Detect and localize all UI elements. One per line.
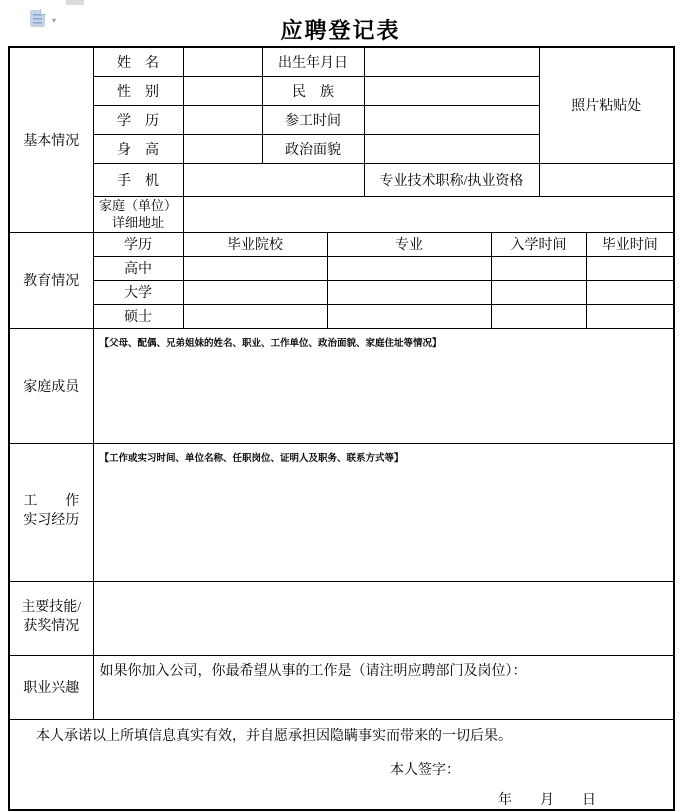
field-name[interactable] — [183, 47, 262, 76]
edu-master-school[interactable] — [183, 304, 327, 328]
declaration-cell — [9, 719, 674, 810]
date-label: 年 月 日 — [498, 792, 596, 808]
photo-paste-area[interactable]: 照片粘贴处 — [539, 47, 674, 163]
field-gender[interactable] — [183, 76, 262, 105]
edu-highschool-enroll[interactable] — [491, 256, 586, 280]
field-home-address[interactable] — [183, 196, 674, 232]
edu-row-university-label: 大学 — [93, 280, 183, 304]
label-home-address-line2: 详细地址 — [111, 215, 164, 231]
edu-header-major: 专业 — [327, 232, 491, 256]
label-home-address — [93, 196, 183, 232]
section-label-education: 教育情况 — [9, 232, 93, 328]
label-mobile: 手 机 — [93, 163, 183, 196]
work-experience-hint: 【工作或实习时间、单位名称、任职岗位、证明人及职务、联系方式等】 — [99, 453, 404, 464]
edu-highschool-graduate[interactable] — [586, 256, 674, 280]
application-form-table — [8, 46, 675, 811]
skills-label-line2: 获奖情况 — [23, 619, 80, 635]
label-birthdate: 出生年月日 — [262, 47, 364, 76]
label-height: 身 高 — [93, 134, 183, 163]
edu-header-degree: 学历 — [93, 232, 183, 256]
page-title: 应聘登记表 — [280, 18, 401, 43]
skills-awards-area[interactable] — [93, 581, 674, 655]
career-interest-prompt: 如果你加入公司，你最希望从事的工作是（请注明应聘部门及岗位）： — [99, 663, 527, 679]
field-education-level[interactable] — [183, 105, 262, 134]
label-professional-title: 专业技术职称/执业资格 — [364, 163, 539, 196]
section-label-basic-info: 基本情况 — [9, 47, 93, 232]
family-members-hint: 【父母、配偶、兄弟姐妹的姓名、职业、工作单位、政治面貌、家庭住址等情况】 — [99, 338, 442, 349]
edu-university-school[interactable] — [183, 280, 327, 304]
work-experience-area[interactable] — [93, 443, 674, 581]
field-political-status[interactable] — [364, 134, 539, 163]
section-label-work-experience — [9, 443, 93, 581]
declaration-text: 本人承诺以上所填信息真实有效，并自愿承担因隐瞒事实而带来的一切后果。 — [36, 728, 512, 744]
edu-header-graduate-date: 毕业时间 — [586, 232, 674, 256]
label-ethnicity: 民 族 — [262, 76, 364, 105]
label-political-status: 政治面貌 — [262, 134, 364, 163]
career-interest-area[interactable] — [93, 655, 674, 719]
edu-header-school: 毕业院校 — [183, 232, 327, 256]
section-label-skills-awards — [9, 581, 93, 655]
label-work-start-date: 参工时间 — [262, 105, 364, 134]
family-members-area[interactable] — [93, 328, 674, 443]
work-label-line2: 实习经历 — [23, 513, 80, 529]
edu-row-highschool-label: 高中 — [93, 256, 183, 280]
field-professional-title[interactable] — [539, 163, 674, 196]
ui-fragment — [66, 0, 84, 5]
section-label-family-members: 家庭成员 — [9, 328, 93, 443]
signature-label: 本人签字： — [390, 762, 460, 778]
field-work-start-date[interactable] — [364, 105, 539, 134]
edu-header-enroll-date: 入学时间 — [491, 232, 586, 256]
field-height[interactable] — [183, 134, 262, 163]
label-home-address-line1: 家庭（单位） — [98, 197, 177, 213]
edu-university-enroll[interactable] — [491, 280, 586, 304]
edu-row-master-label: 硕士 — [93, 304, 183, 328]
chevron-down-icon: ▾ — [52, 16, 57, 25]
work-label-line1: 工 作 — [23, 494, 80, 510]
edu-university-graduate[interactable] — [586, 280, 674, 304]
edu-master-major[interactable] — [327, 304, 491, 328]
field-ethnicity[interactable] — [364, 76, 539, 105]
edu-master-graduate[interactable] — [586, 304, 674, 328]
edu-highschool-school[interactable] — [183, 256, 327, 280]
label-name: 姓 名 — [93, 47, 183, 76]
section-label-career-interest: 职业兴趣 — [9, 655, 93, 719]
label-gender: 性 别 — [93, 76, 183, 105]
edu-highschool-major[interactable] — [327, 256, 491, 280]
field-mobile[interactable] — [183, 163, 364, 196]
label-education-level: 学 历 — [93, 105, 183, 134]
skills-label-line1: 主要技能/ — [21, 600, 82, 616]
edu-master-enroll[interactable] — [491, 304, 586, 328]
field-birthdate[interactable] — [364, 47, 539, 76]
edu-university-major[interactable] — [327, 280, 491, 304]
